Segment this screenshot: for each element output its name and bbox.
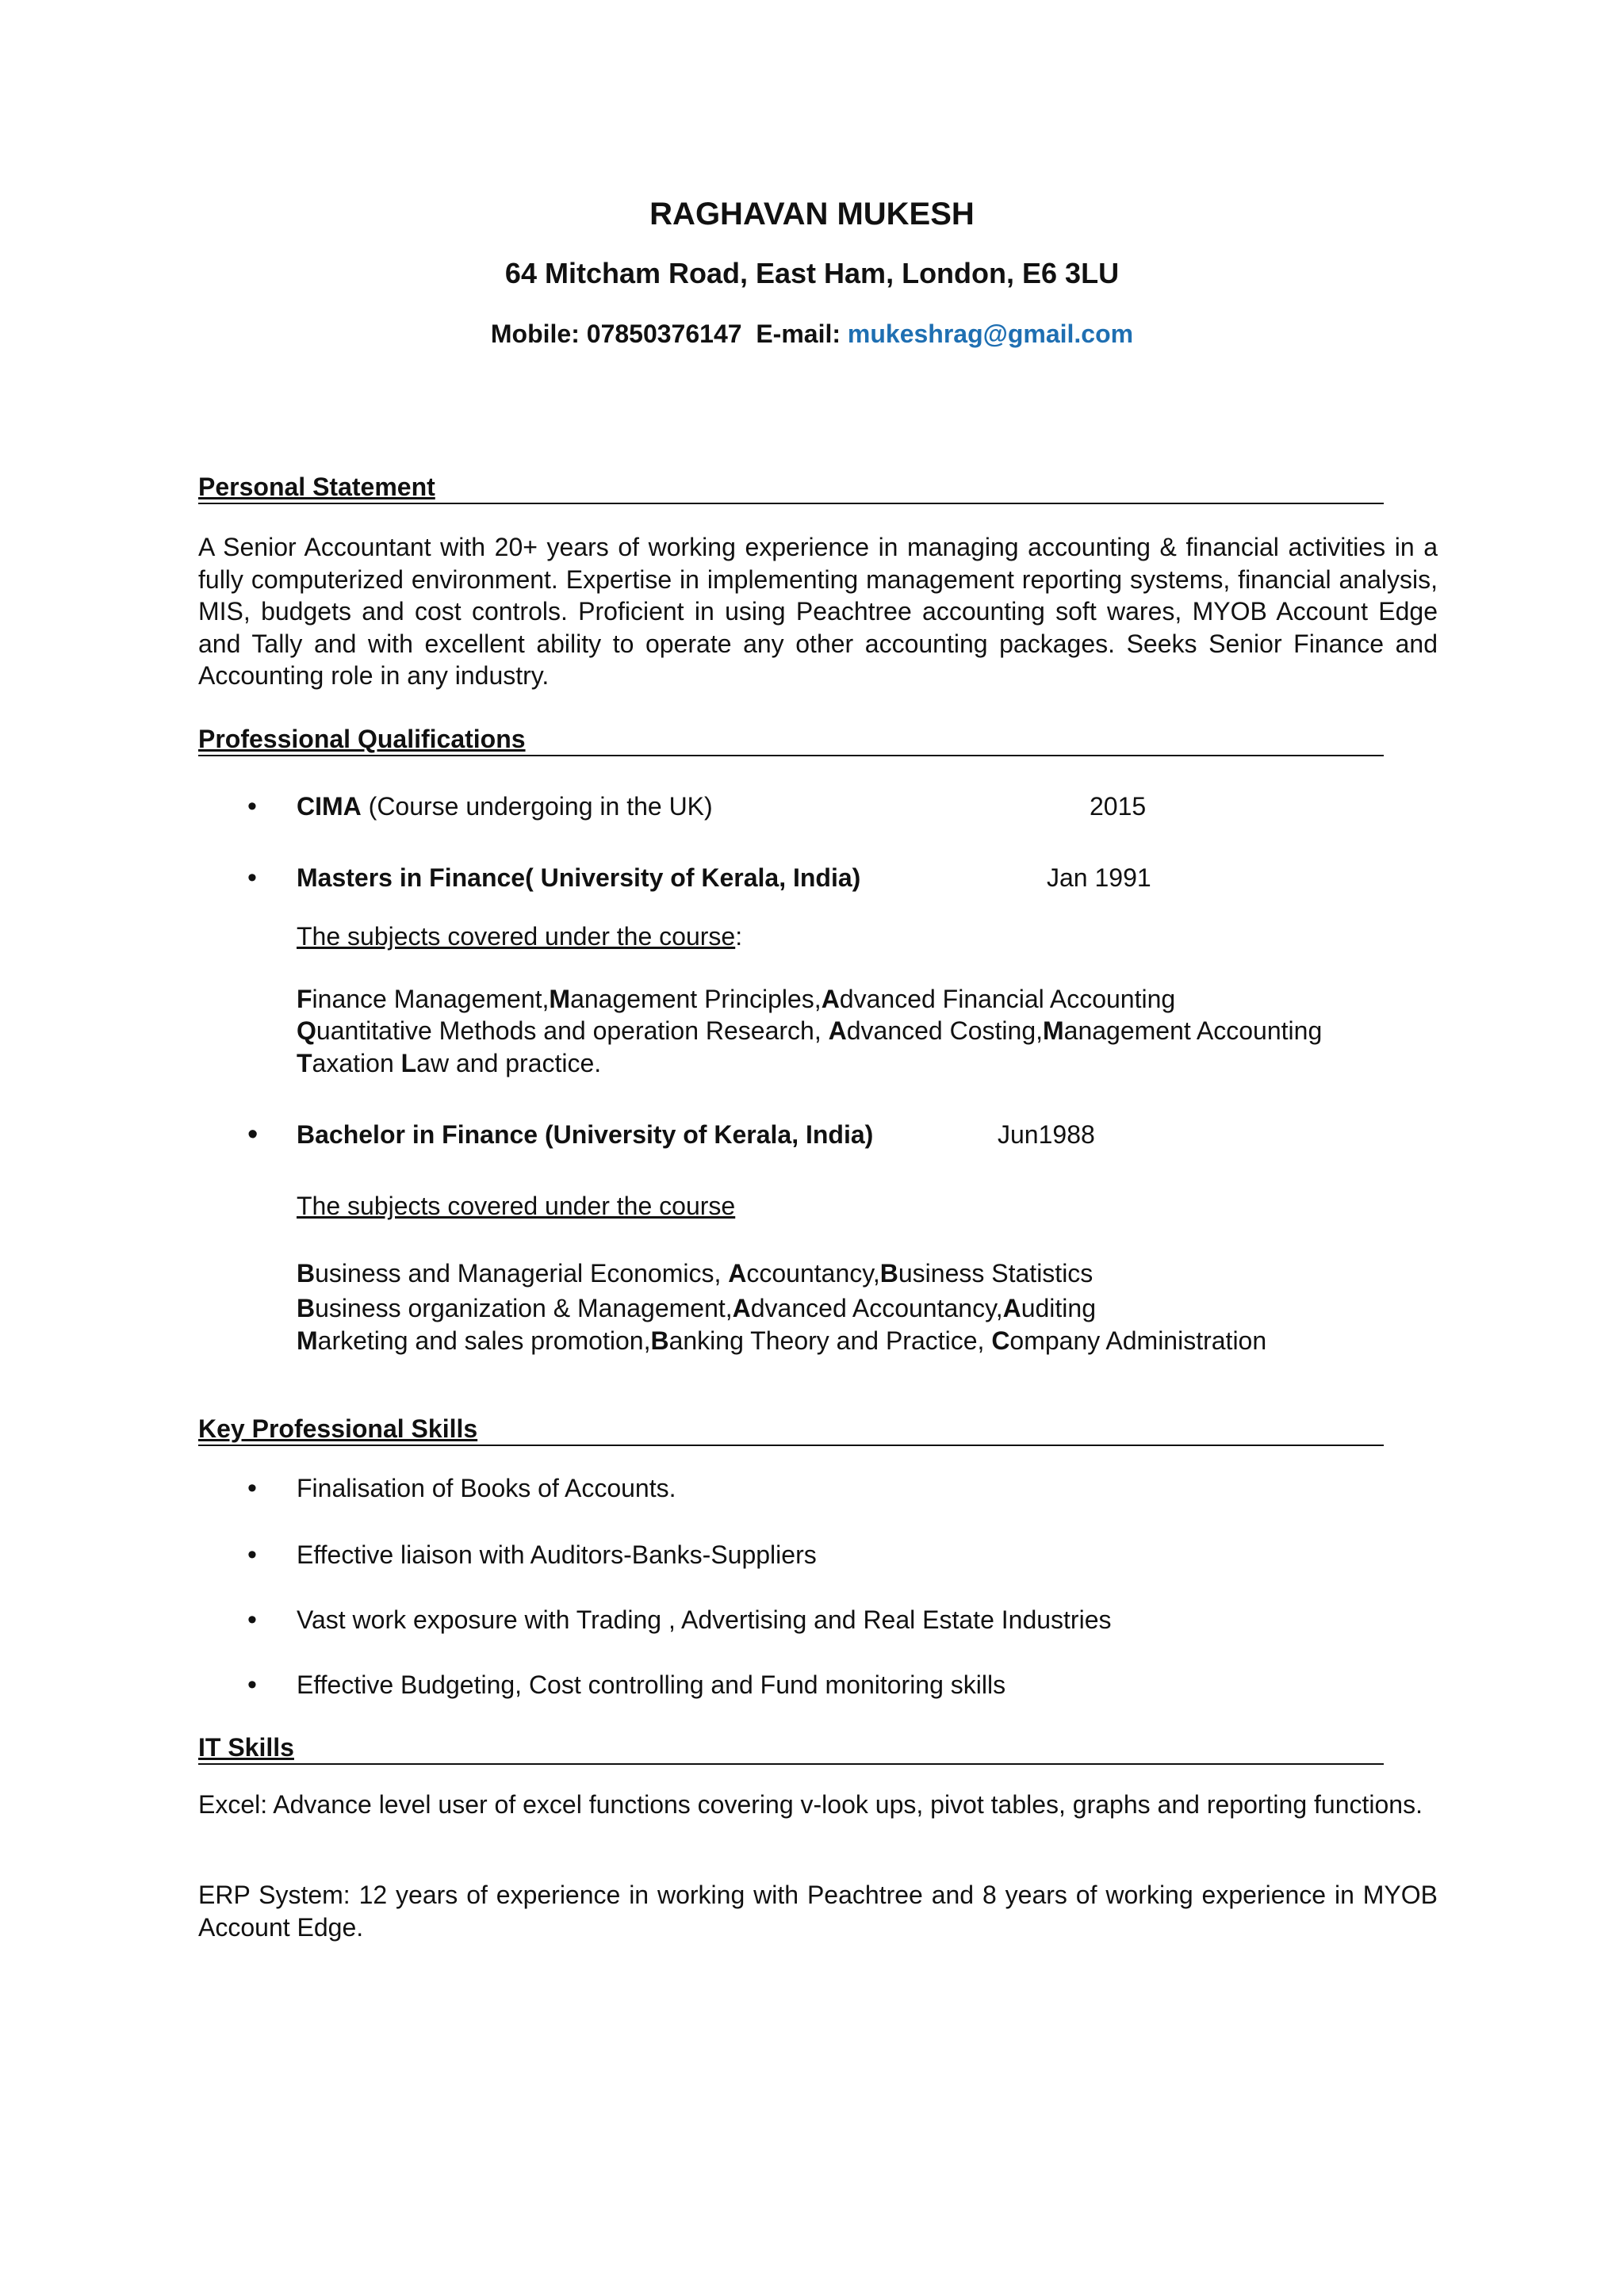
address: 64 Mitcham Road, East Ham, London, E6 3LU [504, 257, 1120, 289]
bachelor-date: Jun1988 [998, 1120, 1095, 1149]
email-link[interactable]: mukeshrag@gmail.com [847, 320, 1134, 348]
bullet-icon: • [247, 1473, 257, 1503]
mobile-number: 07850376147 [586, 320, 742, 348]
masters-subjects-line-2: Quantitative Methods and operation Research, Advanced Costing,Management Accounting [297, 1016, 1323, 1045]
qualifications-heading: Professional Qualifications [198, 723, 1384, 756]
masters-name: Masters in Finance( University of Kerala, India) [297, 863, 861, 892]
cima-name: CIMA [297, 792, 362, 821]
candidate-name: RAGHAVAN MUKESH [649, 197, 975, 232]
key-skill-item: Effective liaison with Auditors-Banks-Suppliers [297, 1540, 817, 1569]
masters-date: Jan 1991 [1047, 863, 1151, 892]
email-label: E-mail: [756, 320, 841, 348]
erp-skill-text: ERP System: 12 years of experience in working with Peachtree and 8 years of working experience in MYOB Account Edge. [198, 1881, 1438, 1942]
mobile-label: Mobile: [490, 320, 580, 348]
cima-date: 2015 [1090, 792, 1147, 821]
cima-detail: (Course undergoing in the UK) [368, 792, 713, 821]
contact-line [0, 317, 1624, 350]
key-skill-item: Vast work exposure with Trading , Advertising and Real Estate Industries [297, 1605, 1112, 1634]
personal-statement-text: A Senior Accountant with 20+ years of working experience in managing accounting & financial activities in a fully computerized environment. Expertise in implementing management reporting systems, financial analysis, MIS, budgets and cost controls. Proficient in using Peachtree accounting soft wares, MYOB Account Edge and Tally and with excellent ability to operate any other accounting packages. Seeks Senior Finance and Accounting role in any industry. [198, 533, 1438, 690]
personal-statement-heading: Personal Statement [198, 471, 1384, 504]
bachelor-subjects-label: The subjects covered under the course [297, 1192, 736, 1220]
bachelor-subjects-line-3: Marketing and sales promotion,Banking Theory and Practice, Company Administration [297, 1326, 1267, 1355]
bullet-icon: • [247, 1540, 257, 1570]
bachelor-subjects-line-1: Business and Managerial Economics, Accountancy,Business Statistics [297, 1259, 1094, 1288]
bullet-icon: • [247, 1670, 257, 1700]
masters-subjects-line-1: Finance Management,Management Principles,Advanced Financial Accounting [297, 985, 1176, 1013]
key-skill-item: Effective Budgeting, Cost controlling and Fund monitoring skills [297, 1670, 1006, 1699]
masters-subjects-line-3: Taxation Law and practice. [297, 1049, 602, 1077]
masters-subjects-label: The subjects covered under the course: [297, 922, 743, 951]
it-skills-heading: IT Skills [198, 1732, 1384, 1765]
bachelor-subjects-line-2: Business organization & Management,Advanced Accountancy,Auditing [297, 1294, 1096, 1322]
bullet-icon: • [247, 863, 257, 893]
bullet-icon: • [247, 791, 257, 821]
cima-item [297, 790, 713, 823]
bachelor-name: Bachelor in Finance (University of Kerala, India) [297, 1120, 874, 1149]
excel-skill-text: Excel: Advance level user of excel functions covering v-look ups, pivot tables, graphs and reporting functions. [198, 1790, 1423, 1819]
key-skill-item: Finalisation of Books of Accounts. [297, 1474, 676, 1502]
bullet-icon: • [247, 1118, 259, 1151]
bullet-icon: • [247, 1605, 257, 1635]
key-skills-heading: Key Professional Skills [198, 1413, 1384, 1446]
